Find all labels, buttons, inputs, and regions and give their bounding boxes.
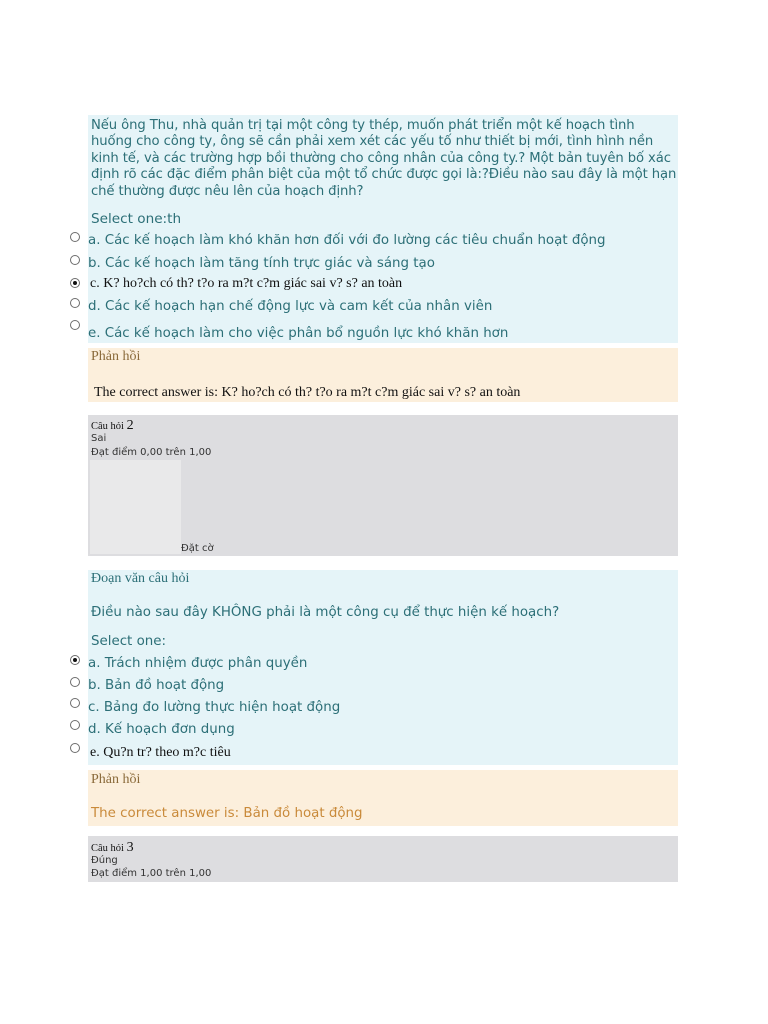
q1-radio-c[interactable] bbox=[70, 278, 80, 288]
q1-option-a[interactable]: a. Các kế hoạch làm khó khăn hơn đối với đo lường các tiêu chuẩn hoạt động bbox=[88, 233, 606, 248]
question-label: Câu hỏi bbox=[91, 843, 124, 854]
q2-radio-b[interactable] bbox=[70, 677, 80, 687]
question-2-prompt: Select one: bbox=[91, 634, 166, 649]
q1-option-c[interactable]: c. K? ho?ch có th? t?o ra m?t c?m giác sai v? s? an toàn bbox=[90, 276, 403, 291]
q1-radio-e[interactable] bbox=[70, 320, 80, 330]
q2-radio-e[interactable] bbox=[70, 743, 80, 753]
q1-radio-a[interactable] bbox=[70, 232, 80, 242]
question-3-status: Đúng bbox=[91, 855, 118, 866]
q2-option-e[interactable]: e. Qu?n tr? theo m?c tiêu bbox=[90, 745, 231, 760]
question-number: 2 bbox=[126, 418, 134, 433]
q2-option-b[interactable]: b. Bản đồ hoạt động bbox=[88, 678, 225, 693]
question-1-text: Nếu ông Thu, nhà quản trị tại một công ty thép, muốn phát triển một kế hoạch tình huống cho công ty, ông sẽ cần phải xem xét các yếu tố như thiết bị mới, tình hình nền kinh tế, và các trường hợp bồi thường cho công nhân của công ty.? Một bản tuyên bố xác định rõ các đặc điểm phân biệt của một tổ chức được gọi là:?Điều nào sau đây là một hạn chế thường được nêu lên của hoạch định? bbox=[91, 118, 677, 199]
q2-radio-d[interactable] bbox=[70, 720, 80, 730]
question-3-number bbox=[91, 840, 134, 856]
q2-radio-c[interactable] bbox=[70, 698, 80, 708]
question-3-score: Đạt điểm 1,00 trên 1,00 bbox=[91, 868, 212, 879]
question-2-status: Sai bbox=[91, 433, 107, 444]
feedback-2-title: Phản hồi bbox=[91, 772, 141, 787]
q2-option-d[interactable]: d. Kế hoạch đơn dụng bbox=[88, 722, 235, 737]
question-1-prompt: Select one:th bbox=[91, 211, 182, 227]
q1-option-d[interactable]: d. Các kế hoạch hạn chế động lực và cam kết của nhân viên bbox=[88, 299, 493, 314]
question-2-text: Điều nào sau đây KHÔNG phải là một công cụ để thực hiện kế hoạch? bbox=[91, 605, 560, 620]
question-2-heading: Đoạn văn câu hỏi bbox=[91, 571, 190, 586]
flag-area bbox=[90, 460, 181, 554]
feedback-2-answer: The correct answer is: Bản đồ hoạt động bbox=[91, 806, 363, 821]
flag-question-link[interactable]: Đặt cờ bbox=[181, 543, 214, 554]
q2-option-c[interactable]: c. Bảng đo lường thực hiện hoạt động bbox=[88, 700, 341, 715]
question-label: Câu hỏi bbox=[91, 421, 124, 432]
q2-radio-a[interactable] bbox=[70, 655, 80, 665]
q1-option-b[interactable]: b. Các kế hoạch làm tăng tính trực giác và sáng tạo bbox=[88, 256, 435, 271]
question-number: 3 bbox=[126, 840, 134, 855]
question-2-number bbox=[91, 418, 134, 434]
q2-option-a[interactable]: a. Trách nhiệm được phân quyền bbox=[88, 656, 308, 671]
feedback-1-title: Phản hồi bbox=[91, 349, 141, 364]
feedback-1-answer: The correct answer is: K? ho?ch có th? t?o ra m?t c?m giác sai v? s? an toàn bbox=[94, 385, 521, 400]
q1-option-e[interactable]: e. Các kế hoạch làm cho việc phân bổ nguồn lực khó khăn hơn bbox=[88, 326, 509, 341]
q1-radio-d[interactable] bbox=[70, 298, 80, 308]
q1-radio-b[interactable] bbox=[70, 255, 80, 265]
question-2-score: Đạt điểm 0,00 trên 1,00 bbox=[91, 447, 212, 458]
